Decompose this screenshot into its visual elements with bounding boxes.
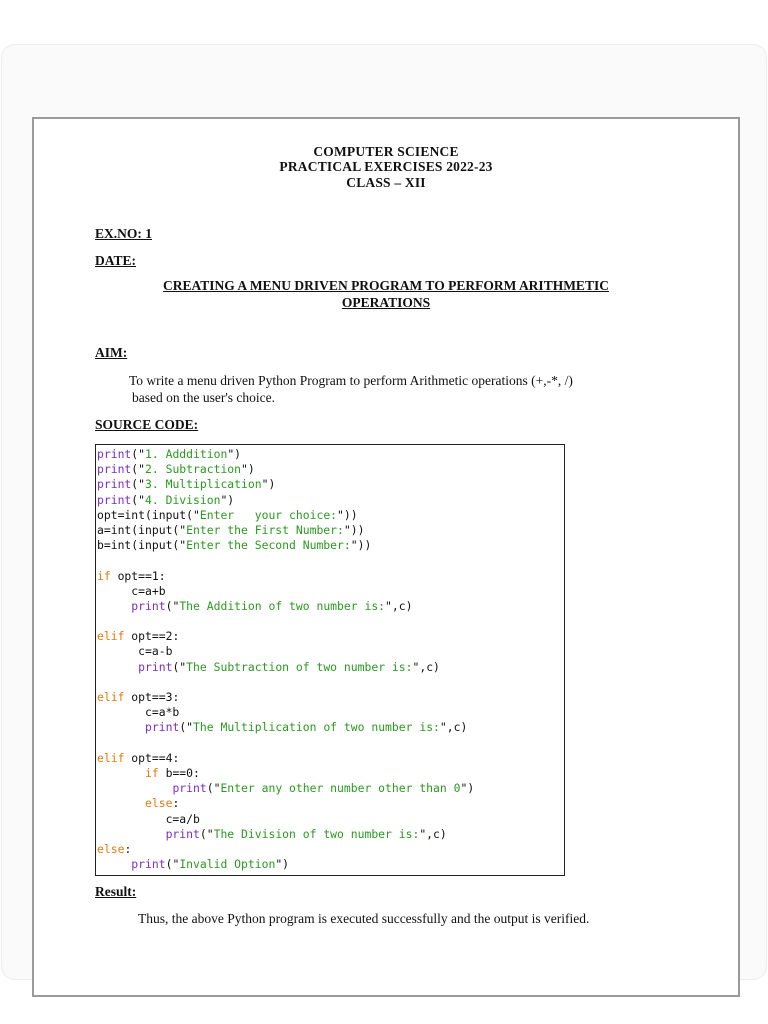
code-line (97, 842, 564, 857)
code-token: print (145, 720, 180, 735)
result-text: Thus, the above Python program is executed successfully and the output is verified. (138, 911, 590, 926)
exercise-title-line2: OPERATIONS (341, 295, 431, 310)
code-line (97, 766, 564, 781)
header-subject: COMPUTER SCIENCE (313, 144, 459, 159)
code-token: if (145, 765, 159, 780)
code-line (97, 523, 564, 538)
code-token: print (97, 477, 132, 492)
code-token: if (97, 568, 111, 583)
code-token: : (172, 796, 180, 811)
exercise-date: DATE: (95, 253, 137, 268)
code-token: (" (131, 462, 146, 477)
code-token: opt==4: (124, 750, 180, 765)
code-line (97, 796, 564, 811)
code-token: c=a*b (97, 705, 180, 720)
code-token: (" (165, 857, 180, 872)
code-token: elif (97, 750, 125, 765)
source-code-heading: SOURCE CODE: (95, 417, 199, 432)
code-token: b==0: (158, 765, 200, 780)
code-token: else (145, 796, 173, 811)
code-token: The Subtraction of two number is: (186, 659, 413, 674)
code-line (97, 614, 564, 629)
code-token: print (138, 659, 173, 674)
code-line (97, 690, 564, 705)
code-token: ",c) (439, 720, 468, 735)
code-line (97, 857, 564, 872)
code-token: print (97, 447, 132, 461)
source-code-box (95, 444, 565, 876)
code-line (97, 675, 564, 690)
code-token: Invalid Option (179, 857, 276, 872)
code-line (97, 720, 564, 735)
header-practical: PRACTICAL EXERCISES 2022-23 (279, 159, 493, 174)
code-token: c=a/b (97, 811, 200, 826)
code-token: ") (227, 447, 242, 461)
code-token: elif (97, 629, 125, 644)
aim-text-line1: To write a menu driven Python Program to perform Arithmetic operations (+,-*, /) (129, 373, 573, 388)
code-line (97, 477, 564, 492)
code-token: 4. Division (145, 492, 221, 507)
code-token (97, 781, 172, 795)
code-token: Enter the First Number: (186, 522, 344, 537)
code-token: ",c) (412, 659, 440, 674)
code-token (97, 766, 145, 780)
code-line (97, 827, 564, 842)
code-token: print (131, 857, 166, 872)
code-token: ")) (337, 507, 358, 522)
code-token: b=int(input(" (97, 538, 187, 553)
code-token: (" (165, 598, 180, 613)
code-token: (" (131, 477, 146, 492)
code-line (97, 493, 564, 508)
code-token: (" (131, 447, 146, 461)
code-token: opt=int(input(" (97, 507, 200, 522)
code-token: 3. Multiplication (145, 477, 262, 492)
code-token: ") (261, 477, 276, 492)
code-token: Enter your choice: (199, 507, 338, 522)
code-token: 2. Subtraction (145, 462, 242, 477)
code-token: The Addition of two number is: (179, 598, 386, 613)
code-token (97, 796, 145, 810)
code-line (97, 447, 564, 462)
code-line (97, 812, 564, 827)
code-token: elif (97, 690, 125, 704)
code-token: print (97, 462, 132, 477)
code-token: c=a-b (97, 644, 173, 659)
code-token (97, 660, 138, 674)
source-code (96, 445, 564, 872)
code-token: print (97, 492, 132, 507)
code-token: ") (220, 492, 235, 507)
code-line (97, 584, 564, 599)
code-token: a=int(input(" (97, 522, 187, 537)
code-line (97, 736, 564, 751)
aim-text-line2: based on the user's choice. (132, 390, 276, 405)
code-token: Enter the Second Number: (186, 538, 351, 553)
code-line (97, 553, 564, 568)
code-line (97, 781, 564, 796)
code-token: (" (131, 492, 146, 507)
code-line (97, 599, 564, 614)
code-token: print (165, 826, 200, 841)
code-token: c=a+b (97, 583, 166, 598)
code-line (97, 569, 564, 584)
document-page (32, 117, 740, 997)
header-class: CLASS – XII (346, 175, 426, 190)
code-token (97, 827, 166, 841)
code-token: ",c) (385, 598, 413, 613)
code-line (97, 538, 564, 553)
code-line (97, 508, 564, 523)
code-line (97, 462, 564, 477)
code-token: else (97, 841, 125, 856)
code-token: ",c) (419, 826, 447, 841)
code-token: The Division of two number is: (213, 826, 420, 841)
result-heading: Result: (95, 884, 137, 899)
code-token (97, 720, 145, 734)
code-line (97, 751, 564, 766)
code-line (97, 644, 564, 659)
code-token: ")) (350, 538, 372, 553)
code-token: 1. Adddition (145, 447, 228, 461)
code-token (97, 599, 131, 613)
code-token: opt==3: (124, 690, 180, 704)
code-token: print (172, 781, 207, 796)
code-token: (" (172, 659, 187, 674)
code-token: ") (241, 462, 255, 477)
code-token: print (131, 598, 166, 613)
code-line (97, 705, 564, 720)
code-token: ") (275, 857, 290, 872)
code-token: : (124, 841, 132, 856)
code-token: ")) (343, 522, 365, 537)
code-line (97, 660, 564, 675)
document-viewer-card (1, 44, 767, 980)
code-token: (" (206, 781, 221, 796)
code-token: Enter any other number other than 0 (220, 781, 461, 796)
code-token: (" (199, 826, 214, 841)
code-line (97, 629, 564, 644)
code-token (97, 857, 131, 871)
code-token: The Multiplication of two number is: (193, 720, 440, 735)
code-token: opt==1: (110, 568, 166, 583)
code-token: ") (460, 781, 475, 796)
exercise-number: EX.NO: 1 (95, 226, 152, 241)
aim-heading: AIM: (95, 345, 128, 360)
code-token: (" (179, 720, 194, 735)
exercise-title-line1: CREATING A MENU DRIVEN PROGRAM TO PERFORM ARITHMETIC (163, 278, 609, 293)
code-token: opt==2: (124, 629, 180, 644)
